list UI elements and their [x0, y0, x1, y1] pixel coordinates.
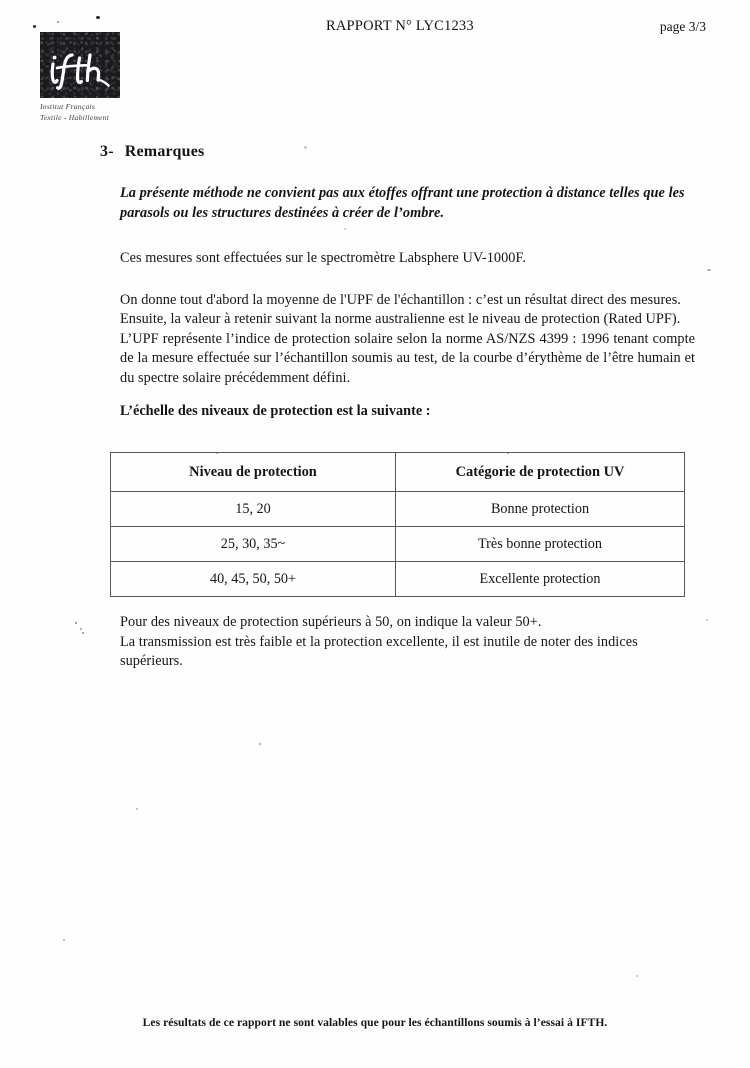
spacer — [120, 388, 695, 402]
transmission-paragraph: La transmission est très faible et la protection excellente, il est inutile de noter des indices supérieurs. — [120, 633, 638, 669]
spacer — [120, 269, 695, 291]
table-header-row — [111, 453, 685, 492]
scale-intro-paragraph: L’échelle des niveaux de protection est la suivante : — [120, 403, 431, 419]
cell-level: 25, 30, 35~ — [111, 527, 396, 562]
ifth-wordmark-icon — [45, 46, 115, 90]
cell-level: 15, 20 — [111, 492, 396, 527]
cell-category: Bonne protection — [396, 492, 685, 527]
column-header-level: Niveau de protection — [111, 453, 396, 492]
table-body — [111, 492, 685, 597]
scan-speckle — [259, 743, 261, 745]
ifth-logo-mark — [40, 32, 120, 98]
scan-speckle — [304, 146, 307, 149]
column-header-category: Catégorie de protection UV — [396, 453, 685, 492]
section-number: 3- — [100, 143, 114, 160]
page-number: page 3/3 — [659, 19, 706, 34]
cell-category: Excellente protection — [396, 562, 685, 597]
scan-speckle — [707, 269, 711, 271]
report-reference: RAPPORT N° LYC1233 — [326, 18, 474, 34]
section-title: Remarques — [124, 143, 205, 160]
table-row — [111, 527, 685, 562]
cell-level: 40, 45, 50, 50+ — [111, 562, 396, 597]
upf-definition-paragraph: L’UPF représente l’indice de protection solaire selon la norme AS/NZS 4399 : 1996 tenant compte de la mesure effectuée sur l’échantillon soumis au test, de la courbe d’érythème de l’être humain et du spectre solaire précédemment défini. — [120, 330, 695, 386]
scan-speckle — [80, 628, 82, 630]
section-heading — [100, 143, 204, 161]
mean-upf-paragraph: On donne tout d'abord la moyenne de l'UPF de l'échantillon : c’est un résultat direct des mesures. — [120, 291, 681, 308]
table-header — [111, 453, 685, 492]
spacer — [120, 223, 695, 249]
scan-speckle — [63, 939, 65, 941]
document-body — [120, 184, 695, 422]
scan-speckle — [136, 808, 138, 810]
post-table-notes — [120, 613, 695, 672]
table-row — [111, 562, 685, 597]
above-50-paragraph: Pour des niveaux de protection supérieurs à 50, on indique la valeur 50+. — [120, 614, 542, 630]
cell-category: Très bonne protection — [396, 527, 685, 562]
scan-speckle — [75, 622, 77, 624]
protection-scale-table — [110, 452, 685, 597]
page-footer-note: Les résultats de ce rapport ne sont valables que pour les échantillons soumis à l’essai à IFTH. — [142, 1016, 608, 1029]
table-row — [111, 492, 685, 527]
spectrometer-paragraph: Ces mesures sont effectuées sur le spectromètre Labsphere UV-1000F. — [120, 250, 526, 266]
logo-caption-line-2: Textile - Habillement — [40, 112, 110, 122]
ifth-logo — [40, 32, 132, 123]
logo-caption-line-1: Institut Français — [40, 102, 96, 111]
scan-speckle — [82, 632, 84, 634]
intro-italic-paragraph: La présente méthode ne convient pas aux étoffes offrant une protection à distance telles que les parasols ou les structures destinées à créer de l’ombre. — [120, 185, 685, 221]
logo-caption — [40, 102, 132, 123]
scan-speckle — [636, 975, 638, 977]
scan-speckle — [706, 619, 708, 621]
rated-upf-paragraph: Ensuite, la valeur à retenir suivant la norme australienne est le niveau de protection (Rated UPF). — [120, 311, 681, 327]
